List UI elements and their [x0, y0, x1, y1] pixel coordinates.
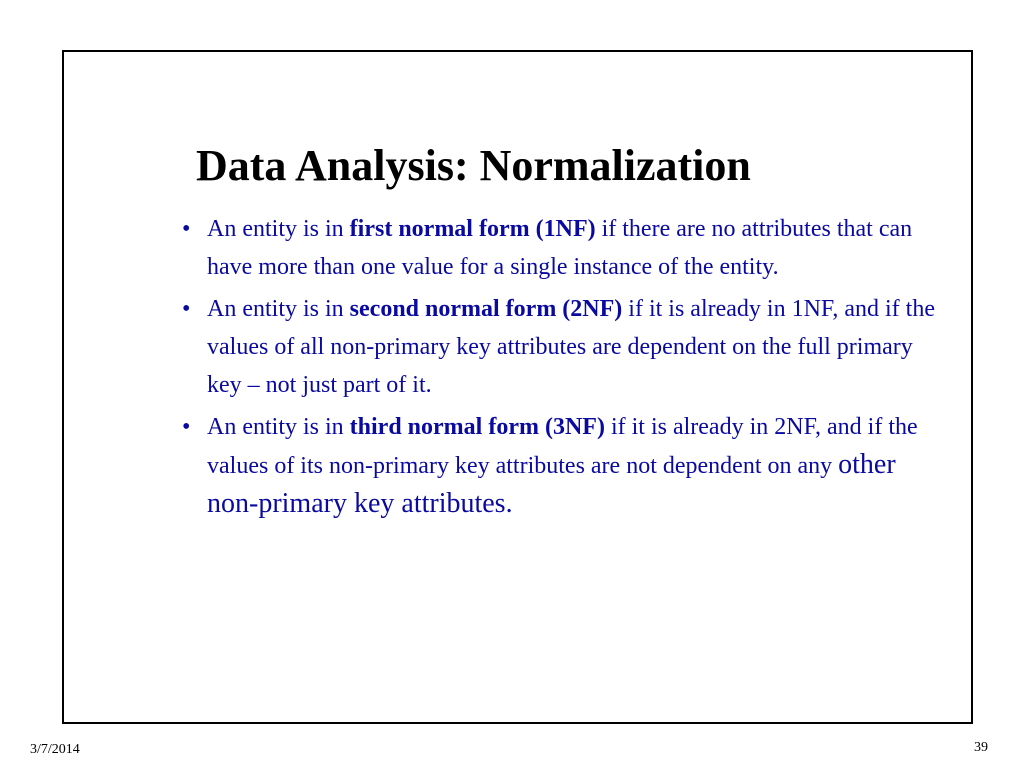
page-number: 39 — [974, 740, 988, 755]
slide-title: Data Analysis: Normalization — [196, 141, 751, 190]
bullet-2nf — [180, 290, 950, 404]
footer-date: 3/7/2014 — [30, 742, 80, 757]
bullet-text-before: An entity is in — [207, 414, 350, 440]
bullet-text-before: An entity is in — [207, 296, 350, 322]
bullet-1nf — [180, 210, 950, 286]
term-2nf: second normal form (2NF) — [349, 296, 623, 322]
bullet-text-after-large: other non-primary key attributes. — [207, 449, 896, 519]
bullet-text-before: An entity is in — [207, 216, 350, 242]
bullet-text-after: if there are no attributes that can have more than one value for a single instance of the entity. — [207, 216, 913, 280]
bullet-icon: • — [182, 296, 191, 322]
term-3nf: third normal form (3NF) — [349, 414, 605, 440]
bullet-text-after: if it is already in 2NF, and if the values of its non-primary key attributes are not dependent on any — [207, 414, 918, 479]
term-1nf: first normal form (1NF) — [349, 216, 596, 242]
bullet-icon: • — [182, 216, 191, 242]
bullet-text-after: if it is already in 1NF, and if the values of all non-primary key attributes are dependent on the full primary key – not just part of it. — [207, 296, 935, 398]
bullet-3nf — [180, 408, 950, 524]
bullet-list — [180, 210, 950, 528]
bullet-icon: • — [182, 414, 191, 440]
